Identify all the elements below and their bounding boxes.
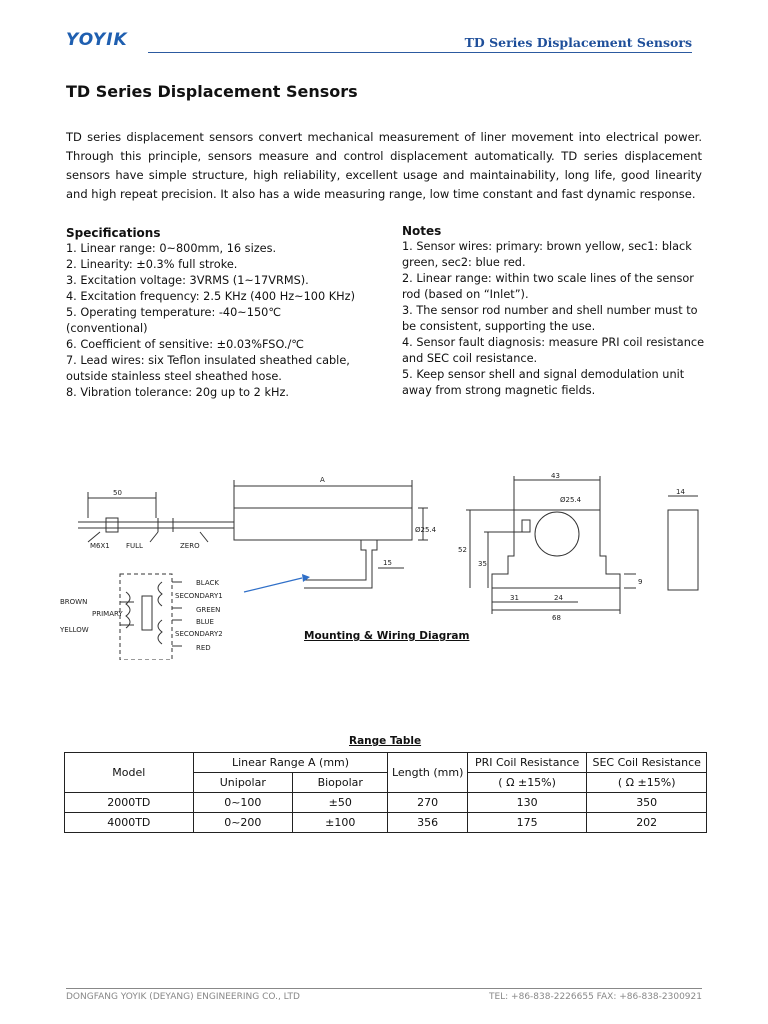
spec-item: 7. Lead wires: six Teflon insulated sheathed cable, outside stainless steel sheathed hose. — [66, 354, 350, 383]
note-item: 2. Linear range: within two scale lines of the sensor rod (based on “Inlet”). — [402, 272, 694, 301]
header-bipolar: Biopolar — [293, 773, 388, 793]
cell-length: 356 — [388, 813, 467, 833]
spec-item: 5. Operating temperature: -40~150℃ (conventional) — [66, 306, 282, 335]
notes-section — [402, 223, 712, 399]
table-header-row — [65, 753, 707, 773]
cell-length: 270 — [388, 793, 467, 813]
wire-green-label: GREEN — [196, 606, 221, 614]
secondary2-label: SECONDARY2 — [175, 630, 223, 638]
range-table — [64, 752, 707, 833]
header-sec-coil: SEC Coil Resistance — [587, 753, 707, 773]
cell-pri: 175 — [467, 813, 587, 833]
thread-label: M6X1 — [90, 542, 110, 550]
wire-yellow-label: YELLOW — [60, 626, 89, 634]
table-row — [65, 813, 707, 833]
note-item: 4. Sensor fault diagnosis: measure PRI coil resistance and SEC coil resistance. — [402, 336, 705, 365]
footer-contact: TEL: +86-838-2226655 FAX: +86-838-2300921 — [488, 992, 702, 1002]
header-model: Model — [65, 753, 194, 793]
diagram-caption: Mounting & Wiring Diagram — [304, 630, 470, 642]
spec-item: 3. Excitation voltage: 3VRMS (1~17VRMS). — [66, 274, 309, 287]
dim-15-label: 15 — [383, 559, 392, 567]
cell-model: 2000TD — [65, 793, 194, 813]
dim-31-label: 31 — [510, 594, 519, 602]
spec-item: 2. Linearity: ±0.3% full stroke. — [66, 258, 238, 271]
cell-model: 4000TD — [65, 813, 194, 833]
cell-pri: 130 — [467, 793, 587, 813]
notes-list — [402, 239, 712, 399]
dim-50-label: 50 — [113, 489, 122, 497]
specifications-heading: Specifications — [66, 226, 161, 240]
cell-unipolar: 0~100 — [193, 793, 292, 813]
dim-35-label: 35 — [478, 560, 487, 568]
notes-heading: Notes — [402, 224, 442, 238]
dim-52-label: 52 — [458, 546, 467, 554]
cell-bipolar: ±50 — [293, 793, 388, 813]
full-label: FULL — [126, 542, 143, 550]
note-item: 3. The sensor rod number and shell number must to be consistent, supporting the use. — [402, 304, 698, 333]
wire-blue-label: BLUE — [196, 618, 214, 626]
primary-label: PRIMARY — [92, 610, 123, 618]
dim-68-label: 68 — [552, 614, 561, 622]
wire-red-label: RED — [196, 644, 211, 652]
footer-company: DONGFANG YOYIK (DEYANG) ENGINEERING CO., LTD — [66, 992, 300, 1002]
header-divider — [148, 52, 692, 53]
header-unipolar: Unipolar — [193, 773, 292, 793]
header-linear-range: Linear Range A (mm) — [193, 753, 388, 773]
dim-diameter-label: Ø25.4 — [415, 526, 437, 534]
page-title: TD Series Displacement Sensors — [66, 82, 358, 101]
dim-bore-label: Ø25.4 — [560, 496, 582, 504]
cell-bipolar: ±100 — [293, 813, 388, 833]
wire-black-label: BLACK — [196, 579, 220, 587]
note-item: 1. Sensor wires: primary: brown yellow, sec1: black green, sec2: blue red. — [402, 240, 692, 269]
secondary1-label: SECONDARY1 — [175, 592, 223, 600]
footer-divider — [66, 988, 702, 989]
specifications-list — [66, 241, 366, 401]
company-logo: YOYIK — [66, 30, 128, 50]
wire-brown-label: BROWN — [60, 598, 88, 606]
cell-sec: 350 — [587, 793, 707, 813]
header-title: TD Series Displacement Sensors — [464, 35, 692, 50]
dim-43-label: 43 — [551, 472, 560, 480]
spec-item: 1. Linear range: 0~800mm, 16 sizes. — [66, 242, 277, 255]
header-length: Length (mm) — [388, 753, 467, 793]
spec-item: 4. Excitation frequency: 2.5 KHz (400 Hz~100 KHz) — [66, 290, 355, 303]
note-item: 5. Keep sensor shell and signal demodulation unit away from strong magnetic fields. — [402, 368, 685, 397]
dim-24-label: 24 — [554, 594, 563, 602]
intro-paragraph: TD series displacement sensors convert mechanical measurement of liner movement into electrical power. Through this principle, sensors measure and control displacement automatically. TD series displacement sensors have simple structure, high reliability, excellent usage and maintainability, long life, good linearity and high repeat precision. It also has a wide measuring range, low time constant and fast dynamic response. — [66, 130, 702, 201]
specifications-section — [66, 225, 366, 401]
header-pri-coil: PRI Coil Resistance — [467, 753, 587, 773]
header-sec-tolerance: ( Ω ±15%) — [587, 773, 707, 793]
table-row — [65, 793, 707, 813]
zero-label: ZERO — [180, 542, 200, 550]
spec-item: 6. Coefficient of sensitive: ±0.03%FSO./℃ — [66, 338, 304, 351]
dim-9-label: 9 — [638, 578, 643, 586]
cell-unipolar: 0~200 — [193, 813, 292, 833]
spec-item: 8. Vibration tolerance: 20g up to 2 kHz. — [66, 386, 289, 399]
range-table-caption: Range Table — [349, 735, 422, 747]
dim-14-label: 14 — [676, 488, 685, 496]
dim-a-label: A — [320, 476, 325, 484]
cell-sec: 202 — [587, 813, 707, 833]
header-pri-tolerance: ( Ω ±15%) — [467, 773, 587, 793]
